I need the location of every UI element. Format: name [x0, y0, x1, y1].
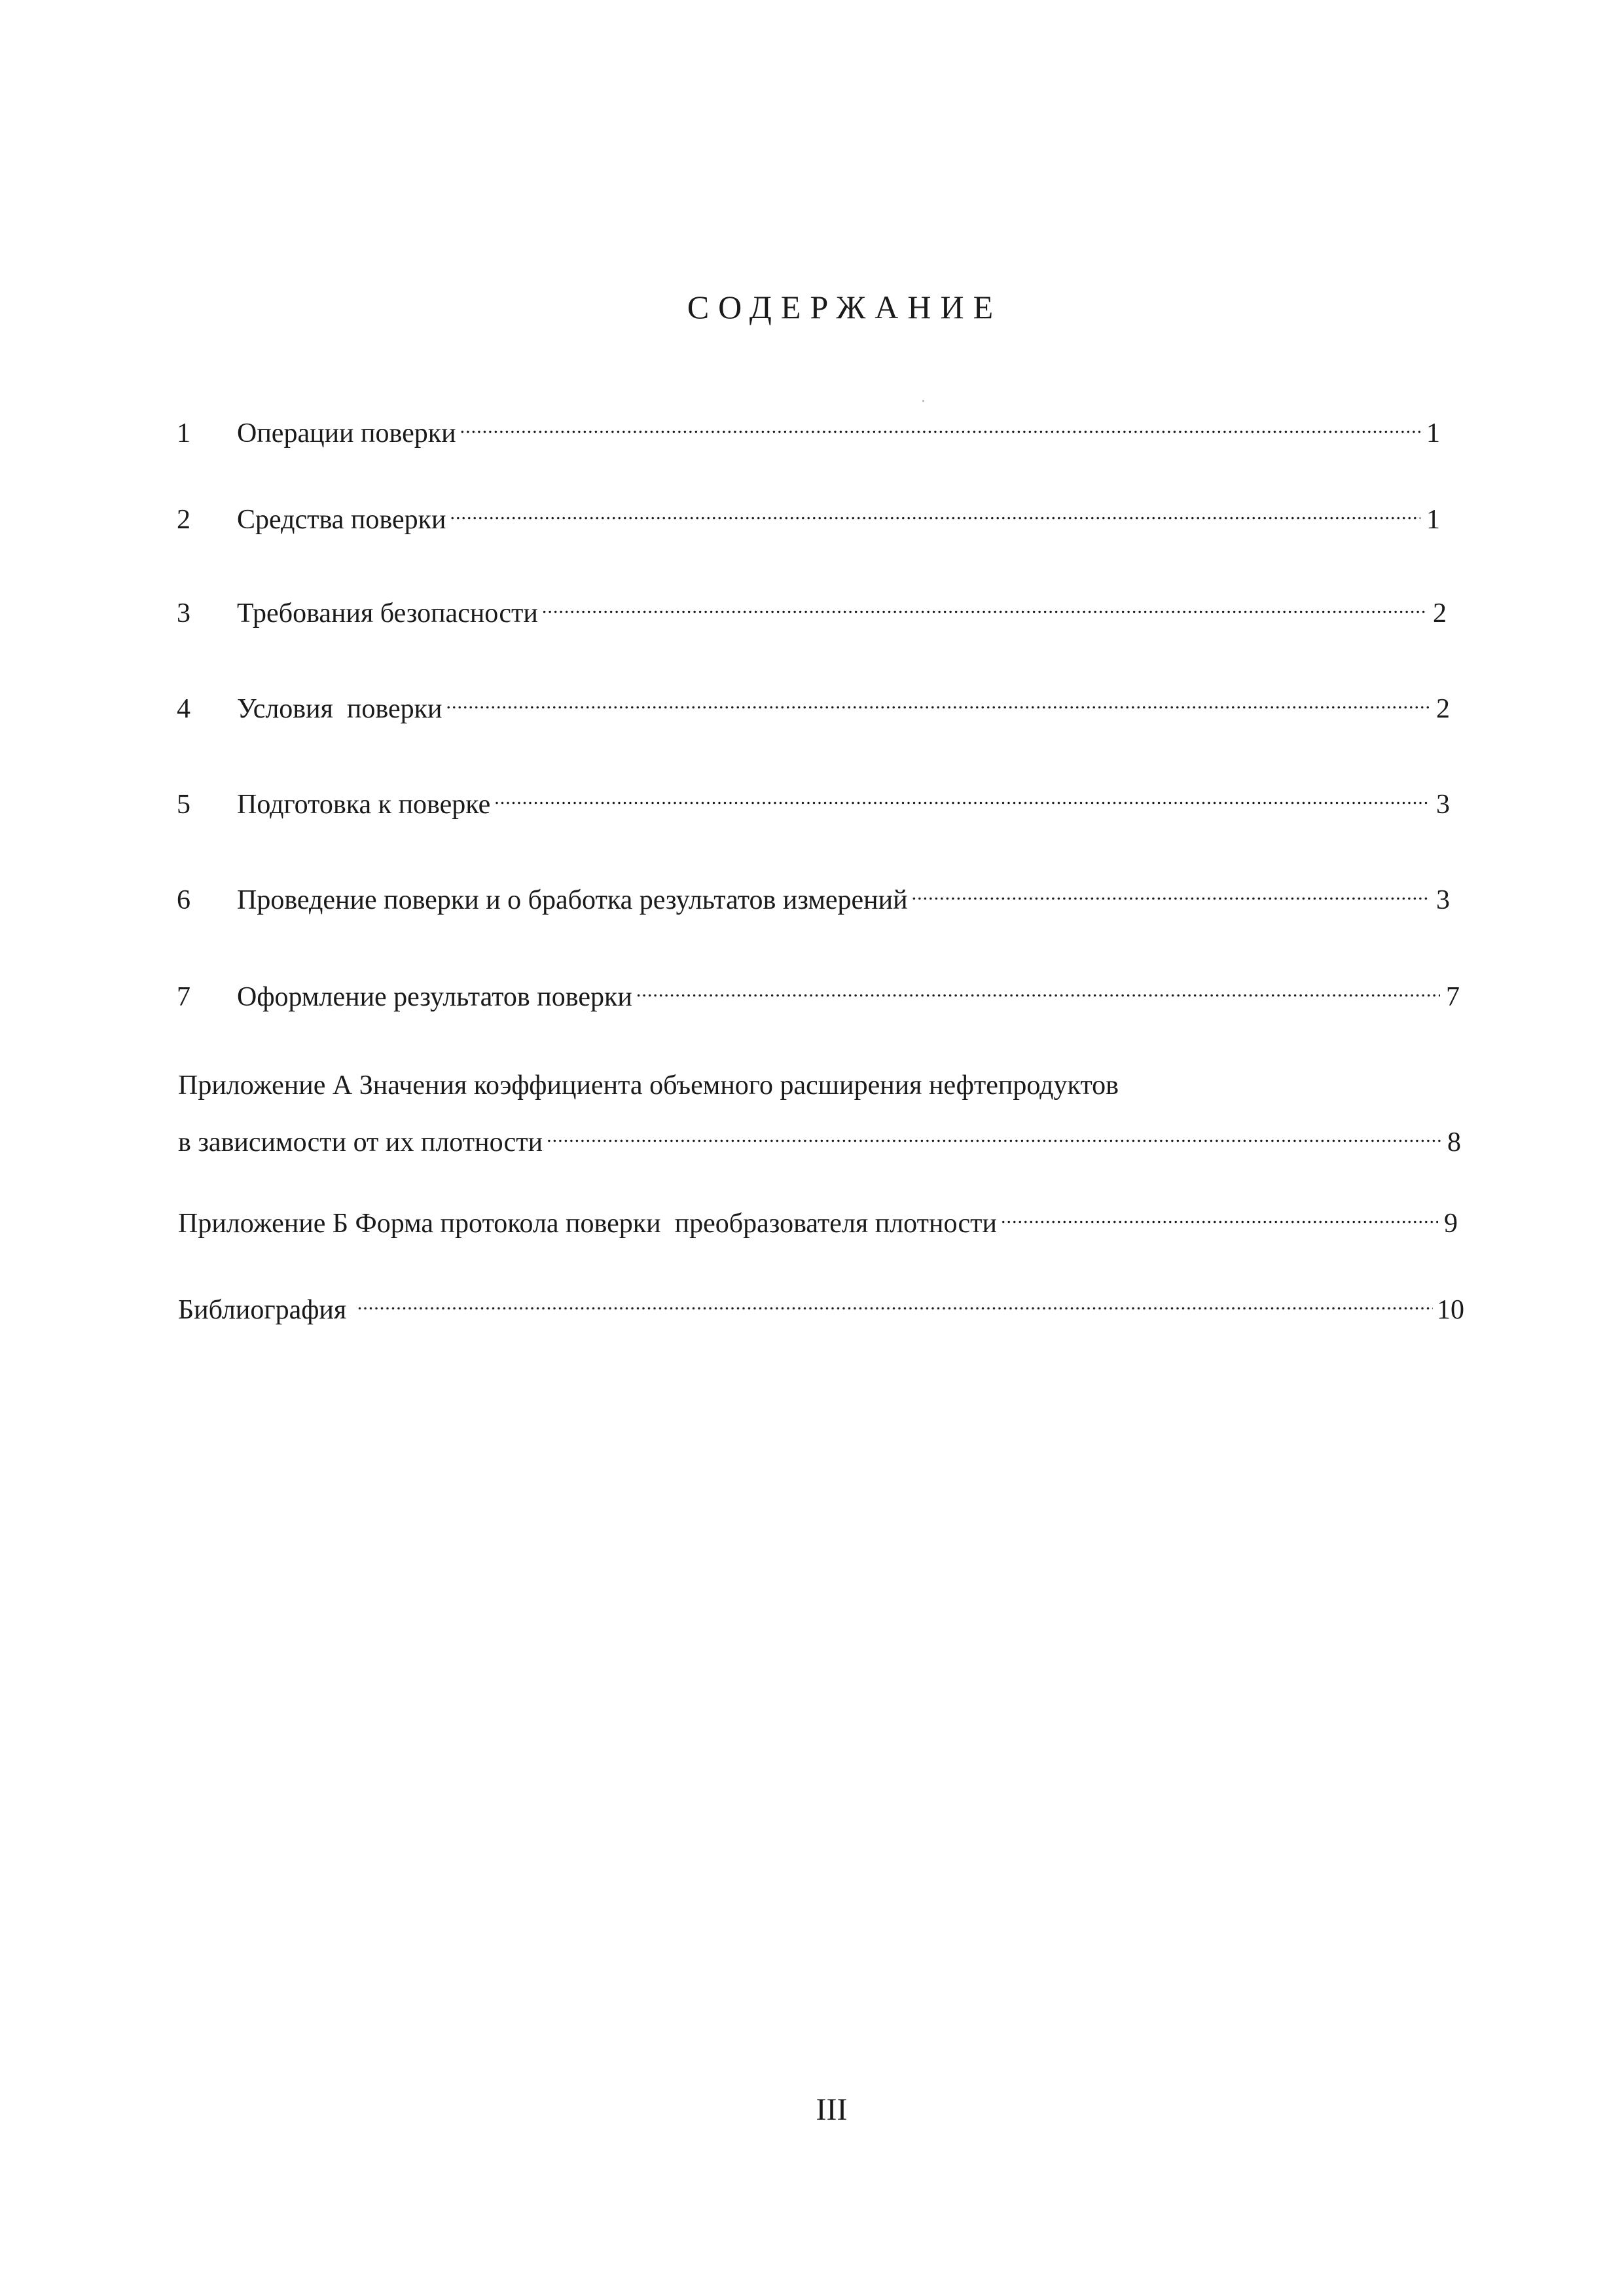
- toc-dot-leader: [547, 1117, 1441, 1151]
- toc-entry-appendix-b[interactable]: [178, 1198, 1458, 1241]
- toc-entry-page: 2: [1433, 598, 1447, 629]
- toc-entry-page: 3: [1436, 885, 1450, 915]
- toc-entry-page: 7: [1446, 982, 1460, 1012]
- toc-entry-2[interactable]: [177, 494, 1440, 537]
- toc-entry-number: 6: [177, 885, 190, 915]
- toc-entry-page: 2: [1436, 694, 1450, 724]
- toc-dot-leader: [446, 683, 1430, 718]
- toc-entry-title: Библиография: [178, 1295, 353, 1325]
- toc-entry-1[interactable]: [177, 408, 1440, 450]
- toc-entry-number: 5: [177, 790, 190, 820]
- toc-entry-number: 3: [177, 598, 190, 629]
- toc-entry-title: Средства поверки: [237, 505, 446, 535]
- toc-entry-number: 1: [177, 418, 190, 448]
- toc-dot-leader: [450, 494, 1420, 528]
- toc-entry-title-continuation: [178, 1117, 1461, 1159]
- toc-entry-page: 9: [1444, 1209, 1458, 1239]
- toc-dot-leader: [542, 588, 1427, 622]
- toc-entry-title: Подготовка к поверке: [237, 790, 491, 820]
- toc-dot-leader: [636, 972, 1440, 1006]
- toc-entry-page: 8: [1447, 1127, 1461, 1157]
- toc-entry-4[interactable]: [177, 683, 1450, 726]
- toc-dot-leader: [460, 408, 1420, 442]
- toc-entry-title: Проведение поверки и о бработка результатов измерений: [237, 885, 908, 915]
- toc-entry-title: Операции поверки: [237, 418, 456, 448]
- toc-entry-page: 1: [1426, 505, 1440, 535]
- toc-entry-title-line2: в зависимости от их плотности: [178, 1127, 543, 1157]
- toc-entry-5[interactable]: [177, 779, 1450, 822]
- toc-heading: СОДЕРЖАНИЕ: [687, 289, 1003, 325]
- toc-dot-leader: [494, 779, 1430, 813]
- toc-entry-page: 1: [1426, 418, 1440, 448]
- toc-entry-number: 4: [177, 694, 190, 724]
- toc-entry-title: Требования безопасности: [237, 598, 538, 629]
- toc-entry-bibliography[interactable]: [178, 1285, 1464, 1327]
- toc-dot-leader: [1001, 1198, 1438, 1232]
- toc-entry-6[interactable]: [177, 875, 1450, 917]
- toc-dot-leader: [357, 1285, 1433, 1319]
- toc-entry-title: Оформление результатов поверки: [237, 982, 632, 1012]
- page-number: III: [816, 2092, 848, 2127]
- toc-entry-number: 2: [177, 505, 190, 535]
- toc-entry-title: Условия поверки: [237, 694, 442, 724]
- toc-dot-leader: [912, 875, 1430, 909]
- toc-entry-appendix-a[interactable]: [178, 1068, 1461, 1159]
- toc-entry-7[interactable]: [177, 972, 1460, 1014]
- toc-entry-title: Приложение А Значения коэффициента объемного расширения нефтепродуктов: [178, 1070, 1119, 1101]
- toc-entry-page: 10: [1437, 1295, 1464, 1325]
- toc-entry-3[interactable]: [177, 588, 1447, 630]
- toc-entry-page: 3: [1436, 790, 1450, 820]
- toc-entry-number: 7: [177, 982, 190, 1012]
- toc-entry-title: Приложение Б Форма протокола поверки преобразователя плотности: [178, 1209, 997, 1239]
